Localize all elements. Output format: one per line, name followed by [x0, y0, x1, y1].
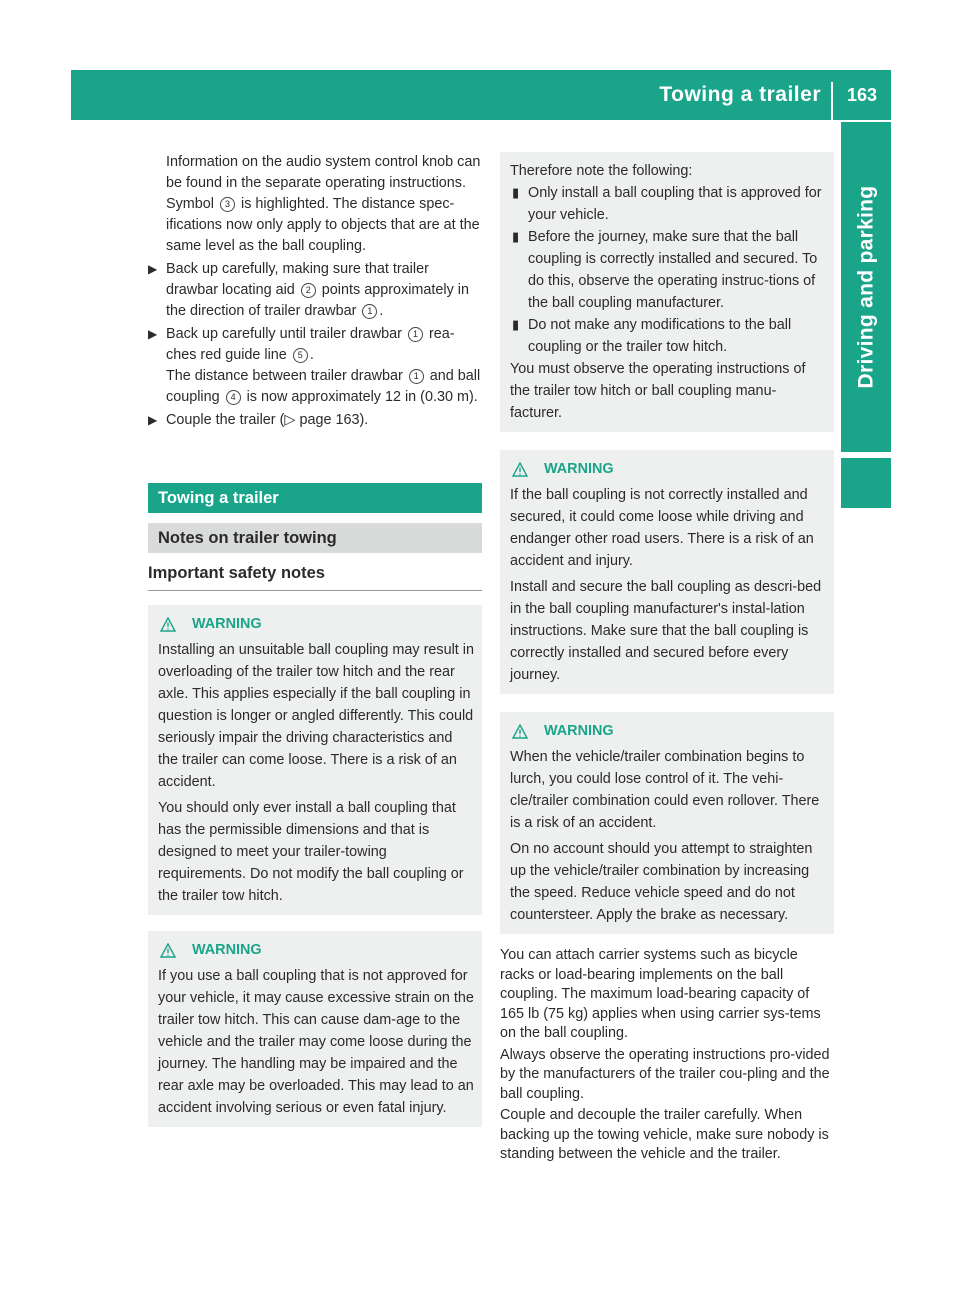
warning-triangle-icon — [160, 617, 176, 632]
text-fragment: Back up carefully until trailer drawbar — [166, 326, 402, 342]
bullet-text: Only install a ball coupling that is approved for your vehicle. — [528, 185, 822, 223]
note-box — [500, 152, 834, 432]
text-fragment: Back up carefully, making sure that trailer drawbar locating aid — [166, 261, 429, 298]
callout-number: 2 — [301, 283, 316, 298]
text-fragment: . — [379, 303, 384, 319]
symbol-text — [148, 194, 482, 257]
warning-text: Installing an unsuitable ball coupling may result in overloading of the trailer tow hitch and the rear axle. This applies especially if the ball coupling in question is longer or angled differently. This could seriously impair the driving characteristics and the trailer can come loose. There is a risk of an accident. — [158, 642, 474, 790]
note-bullet — [510, 226, 826, 314]
header-divider — [831, 82, 833, 120]
warning-header — [158, 939, 474, 961]
page-header-title: Towing a trailer — [659, 83, 821, 106]
text-fragment: The distance between trailer drawbar — [166, 368, 403, 384]
bullet-text: Do not make any modifications to the ball coupling or the trailer tow hitch. — [528, 317, 792, 355]
bullet-icon: ▮ — [512, 317, 520, 332]
bullet-icon: ▮ — [512, 229, 520, 244]
warning-header — [158, 613, 474, 635]
text-fragment: Symbol — [166, 196, 214, 212]
step-arrow-icon: ▶ — [148, 327, 158, 341]
warning-triangle-icon — [512, 462, 528, 477]
right-column — [500, 152, 834, 1165]
page-reference-link[interactable]: Couple the trailer (▷ page 163). — [166, 412, 369, 428]
callout-number: 4 — [226, 390, 241, 405]
note-intro: Therefore note the following: — [510, 163, 693, 179]
warning-text: You should only ever install a ball coupling that has the permissible dimensions and that is designed to meet your trailer-towing requirements. Do not modify the ball coupling or the trailer tow hitch. — [158, 800, 464, 904]
warning-text: If the ball coupling is not correctly installed and secured, it could come loose while driving and endanger other road users. There is a risk of an accident and injury. — [510, 487, 814, 569]
callout-number: 5 — [293, 348, 308, 363]
sub-heading: Important safety notes — [148, 563, 482, 591]
chapter-tab-label-wrap — [841, 122, 891, 452]
instruction-step — [148, 324, 482, 408]
callout-number: 1 — [408, 327, 423, 342]
warning-header — [510, 720, 826, 742]
warning-text: On no account should you attempt to straighten up the vehicle/trailer combination by increasing the speed. Reduce vehicle speed and do not countersteer. Apply the brake as necessary. — [510, 841, 813, 923]
text-fragment: . — [309, 347, 314, 363]
left-column — [148, 152, 482, 1127]
bullet-icon: ▮ — [512, 185, 520, 200]
page-number: 163 — [846, 85, 877, 105]
body-text — [500, 946, 834, 1165]
text-fragment: points approximately in the direction of trailer drawbar — [166, 282, 469, 319]
callout-number: 1 — [362, 304, 377, 319]
warning-label: WARNING — [544, 723, 614, 739]
warning-box — [148, 605, 482, 915]
callout-number: 1 — [409, 369, 424, 384]
warning-triangle-icon — [512, 724, 528, 739]
warning-box — [148, 931, 482, 1127]
step-arrow-icon: ▶ — [148, 262, 158, 276]
body-paragraph: Couple and decouple the trailer carefully. When backing up the towing vehicle, make sure nobody is standing between the vehicle and the trailer. — [500, 1107, 829, 1162]
note-outro: You must observe the operating instructions of the trailer tow hitch or ball coupling manu-facturer. — [510, 361, 806, 421]
warning-header — [510, 458, 826, 480]
warning-label: WARNING — [192, 616, 262, 632]
text-fragment: is highlighted. The distance spec-ifications now only apply to objects that are at the same level as the ball coupling. — [166, 196, 480, 254]
warning-triangle-icon — [160, 943, 176, 958]
intro-text: Information on the audio system control knob can be found in the separate operating instructions. — [166, 154, 481, 191]
warning-text: When the vehicle/trailer combination begins to lurch, you could lose control of it. The vehi-cle/trailer combination could even rollover. There is a risk of an accident. — [510, 749, 820, 831]
warning-label: WARNING — [544, 461, 614, 477]
warning-label: WARNING — [192, 942, 262, 958]
text-fragment: and ball coupling — [166, 368, 481, 405]
note-bullet — [510, 182, 826, 226]
chapter-tab-label: Driving and parking — [854, 185, 877, 389]
warning-box — [500, 712, 834, 934]
warning-text: If you use a ball coupling that is not approved for your vehicle, it may cause excessive strain on the trailer tow hitch. This can cause dam-age to the vehicle and the trailer may come loose during the journey. The handling may be impaired and the rear axle may be overloaded. This may lead to an accident involving serious or even fatal injury. — [158, 968, 474, 1116]
bullet-text: Before the journey, make sure that the ball coupling is correctly installed and secured. To do this, observe the operating instruc-tions of the ball coupling manufacturer. — [528, 229, 818, 311]
subsection-title: Notes on trailer towing — [148, 523, 482, 553]
section-title: Towing a trailer — [148, 483, 482, 513]
step-arrow-icon: ▶ — [148, 413, 158, 427]
text-fragment: rea-ches red guide line — [166, 326, 455, 363]
warning-text: Install and secure the ball coupling as descri-bed in the ball coupling manufacturer's instal-lation instructions. Make sure that the ball coupling is correctly installed and secured before every journey. — [510, 579, 822, 683]
body-paragraph: Always observe the operating instructions pro-vided by the manufacturers of the trailer cou-pling and the ball coupling. — [500, 1046, 830, 1102]
instruction-step — [148, 259, 482, 322]
body-paragraph: You can attach carrier systems such as bicycle racks or load-bearing implements on the ball coupling. The maximum load-bearing capacity of 165 lb (75 kg) applies when using carrier sys-tems on the ball coupling. — [500, 947, 821, 1041]
text-fragment: is now approximately 12 in (0.30 m). — [246, 389, 478, 405]
chapter-tab-block — [841, 458, 891, 508]
instruction-step — [148, 410, 482, 431]
warning-box — [500, 450, 834, 694]
note-bullet — [510, 314, 826, 358]
callout-number: 3 — [220, 197, 235, 212]
header-bar — [71, 70, 891, 120]
